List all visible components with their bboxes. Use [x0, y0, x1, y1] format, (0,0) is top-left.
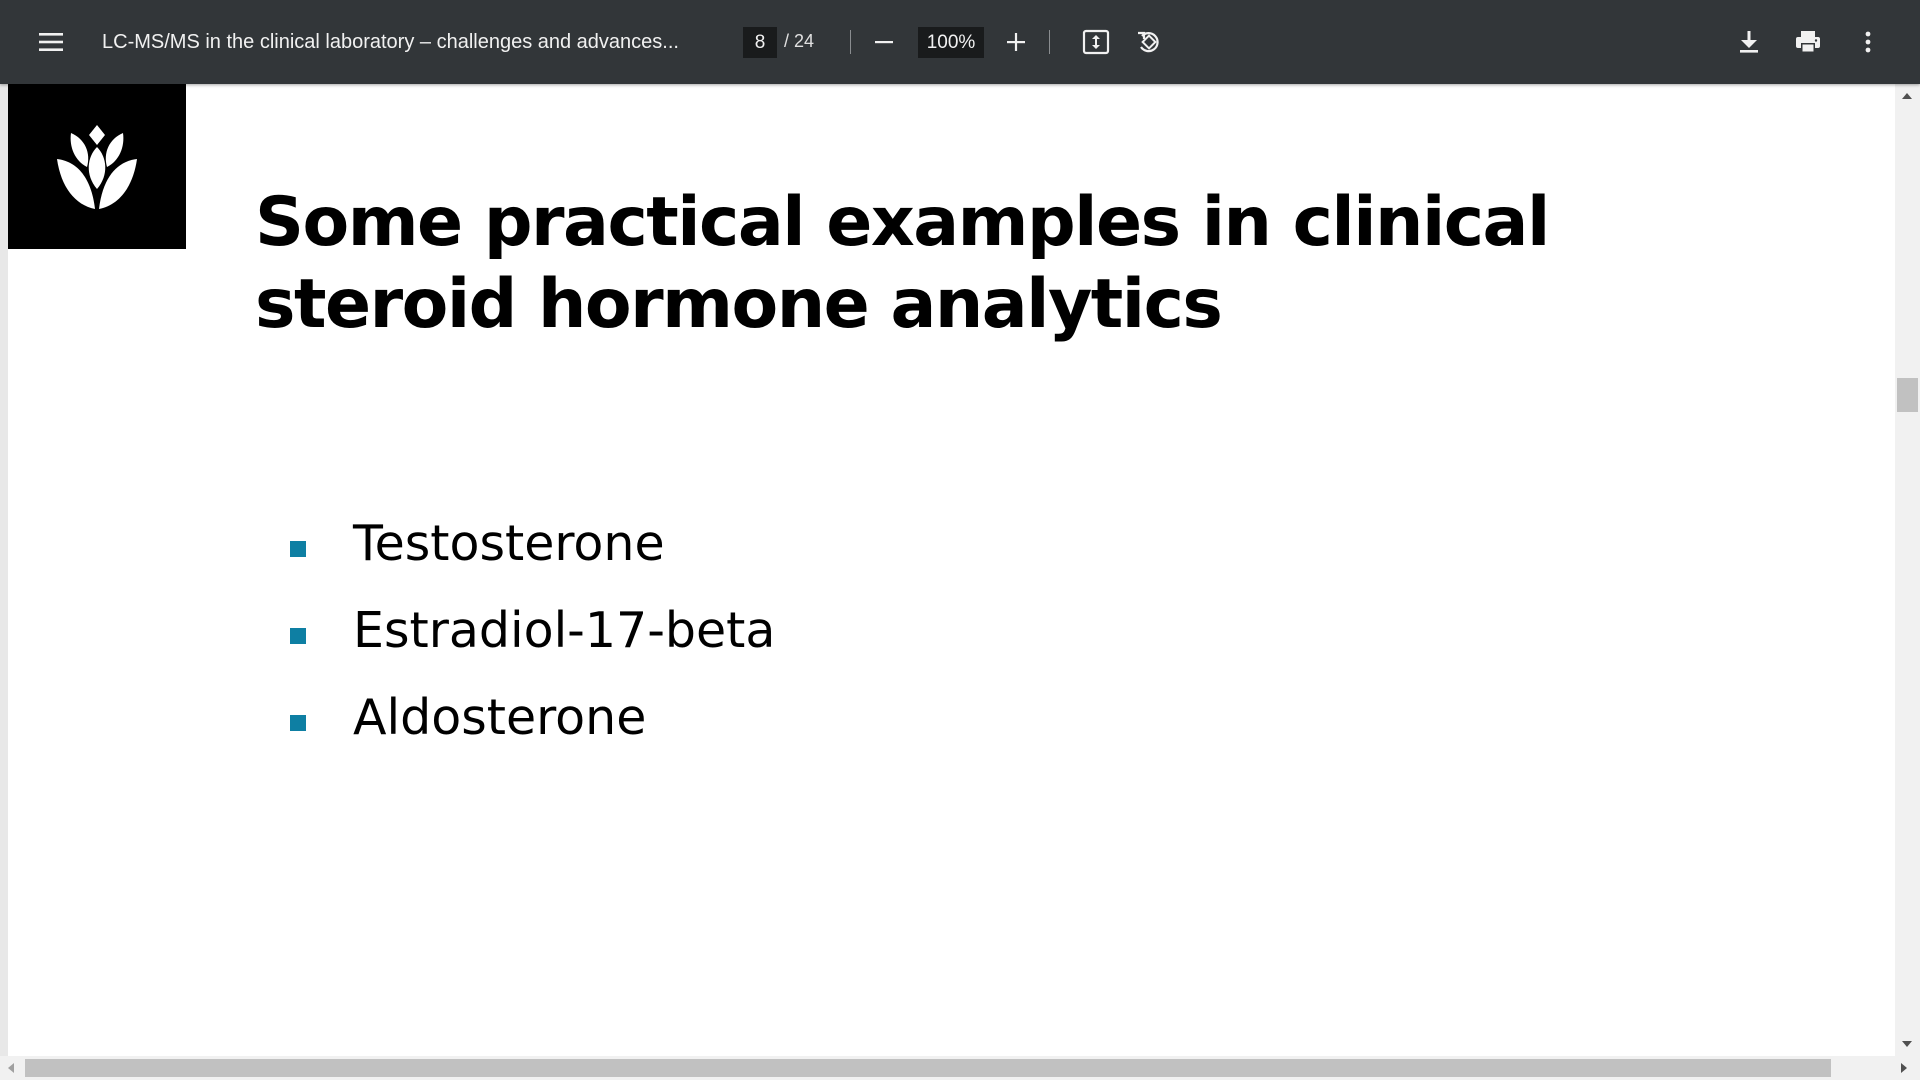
page-gutter — [0, 84, 8, 1056]
rotate-counterclockwise-icon[interactable] — [1127, 20, 1171, 64]
zoom-level-input[interactable] — [918, 27, 984, 58]
minus-icon[interactable] — [862, 20, 906, 64]
square-bullet-icon — [290, 628, 306, 644]
scroll-right-arrow-icon[interactable] — [1901, 1063, 1907, 1073]
vertical-scrollbar[interactable] — [1895, 84, 1920, 1056]
toolbar-divider — [850, 30, 851, 54]
download-icon[interactable] — [1727, 20, 1771, 64]
hamburger-menu-icon[interactable] — [29, 20, 73, 64]
leaf-logo-icon — [8, 84, 186, 249]
horizontal-scrollbar[interactable] — [0, 1056, 1920, 1080]
square-bullet-icon — [290, 715, 306, 731]
page-total-label: / 24 — [784, 31, 815, 51]
square-bullet-icon — [290, 541, 306, 557]
scroll-left-arrow-icon[interactable] — [8, 1063, 14, 1073]
pdf-toolbar — [0, 0, 1920, 84]
pdf-viewer — [0, 84, 1920, 1080]
scroll-up-arrow-icon[interactable] — [1902, 93, 1912, 99]
document-title: LC-MS/MS in the clinical laboratory – challenges and advances... — [102, 31, 679, 53]
bullet-text: Aldosterone — [353, 689, 647, 746]
vertical-scroll-thumb[interactable] — [1897, 378, 1918, 412]
fit-to-page-icon[interactable] — [1074, 20, 1118, 64]
bullet-text: Estradiol-17-beta — [353, 602, 776, 659]
more-vertical-icon[interactable] — [1846, 20, 1890, 64]
bullet-text: Testosterone — [353, 515, 665, 572]
horizontal-scroll-thumb[interactable] — [25, 1059, 1831, 1077]
printer-icon[interactable] — [1786, 20, 1830, 64]
scroll-down-arrow-icon[interactable] — [1902, 1041, 1912, 1047]
slide-title: Some practical examples in clinical steroid hormone analytics — [255, 183, 1549, 344]
toolbar-divider — [1049, 30, 1050, 54]
pdf-page — [8, 84, 1895, 1056]
page-number-input[interactable] — [743, 27, 777, 58]
plus-icon[interactable] — [994, 20, 1038, 64]
